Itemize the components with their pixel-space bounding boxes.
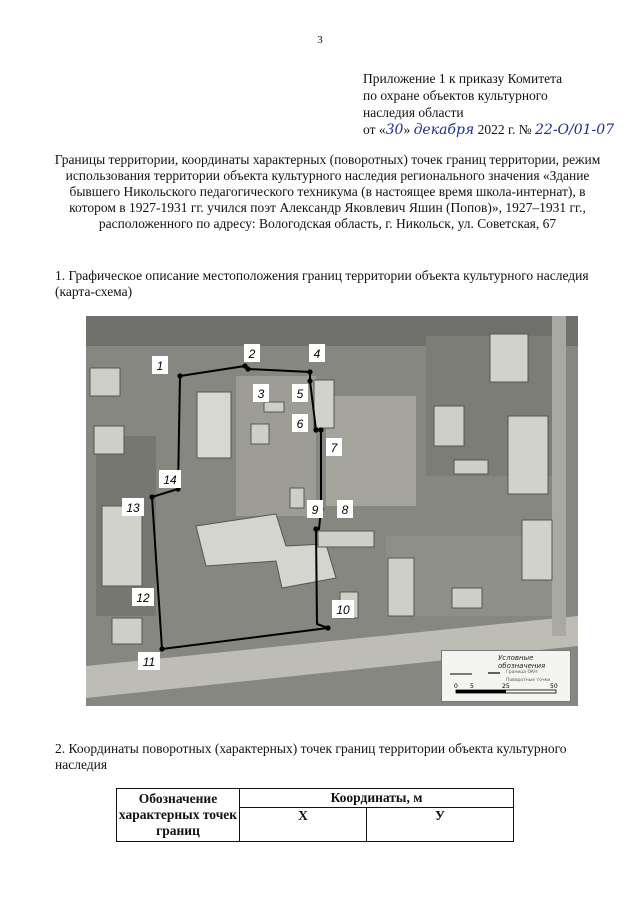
scale-label-0: 0	[454, 683, 458, 690]
header-x: X	[240, 808, 367, 842]
appendix-line-2: по охране объектов культурного	[363, 88, 548, 103]
section-2-heading: 2. Координаты поворотных (характерных) точек границ территории объекта культурного наследия	[55, 741, 567, 772]
point-label-6: 6	[296, 417, 304, 431]
handwritten-day: 30	[385, 122, 404, 138]
coordinates-table	[116, 788, 514, 842]
site-map	[86, 316, 578, 706]
point-label-7: 7	[330, 441, 338, 455]
point-label-9: 9	[311, 503, 319, 517]
header-y: У	[367, 808, 514, 842]
point-label-13: 13	[126, 501, 140, 515]
appendix-header	[363, 70, 633, 139]
document-title: Границы территории, координаты характерных (поворотных) точек границ территории, режим использования территории объекта культурного наследия регионального значения «Здание бывшего Никольского педагогического техникума (в настоящее время школа-интернат), в котором в 1927-1931 гг. учился поэт Александр Яковлевич Яшин (Попов)», 1927–1931 гг., расположенного по адресу: Вологодская область, г. Никольск, ул. Советская, 67	[54, 152, 601, 231]
page-number: 3	[317, 34, 323, 46]
legend-scale	[442, 651, 570, 701]
section-1-heading: 1. Графическое описание местоположения границ территории объекта культурного наследия (карта-схема)	[55, 268, 589, 299]
handwritten-order-number: 22-О/01-07	[535, 122, 615, 138]
date-year: 2022 г. №	[477, 122, 532, 137]
map-svg	[86, 316, 578, 706]
point-label-5: 5	[296, 387, 304, 401]
point-label-3: 3	[257, 387, 265, 401]
handwritten-month: декабря	[413, 122, 475, 138]
appendix-date-line	[363, 121, 633, 139]
point-label-2: 2	[248, 347, 256, 361]
point-label-11: 11	[142, 655, 156, 669]
legend-item-points: Поворотные точки	[506, 678, 551, 683]
appendix-line-1: Приложение 1 к приказу Комитета	[363, 71, 563, 86]
point-label-12: 12	[136, 591, 150, 605]
point-label-10: 10	[336, 603, 350, 617]
scale-label-50: 50	[550, 683, 558, 690]
header-coordinates: Координаты, м	[240, 789, 514, 808]
appendix-line-3: наследия области	[363, 105, 464, 120]
legend-item-boundary: Граница ОКН	[506, 670, 538, 675]
point-label-4: 4	[313, 347, 321, 361]
scale-label-5: 5	[470, 683, 474, 690]
header-point-designation: Обозначение характерных точек границ	[117, 789, 240, 842]
point-label-1: 1	[156, 359, 164, 373]
point-label-8: 8	[341, 503, 349, 517]
map-legend	[441, 650, 571, 702]
legend-title: Условные обозначения	[498, 654, 546, 670]
date-mid: »	[403, 122, 411, 137]
date-prefix: от «	[363, 122, 386, 137]
point-label-14: 14	[163, 473, 177, 487]
scale-label-25: 25	[502, 683, 510, 690]
